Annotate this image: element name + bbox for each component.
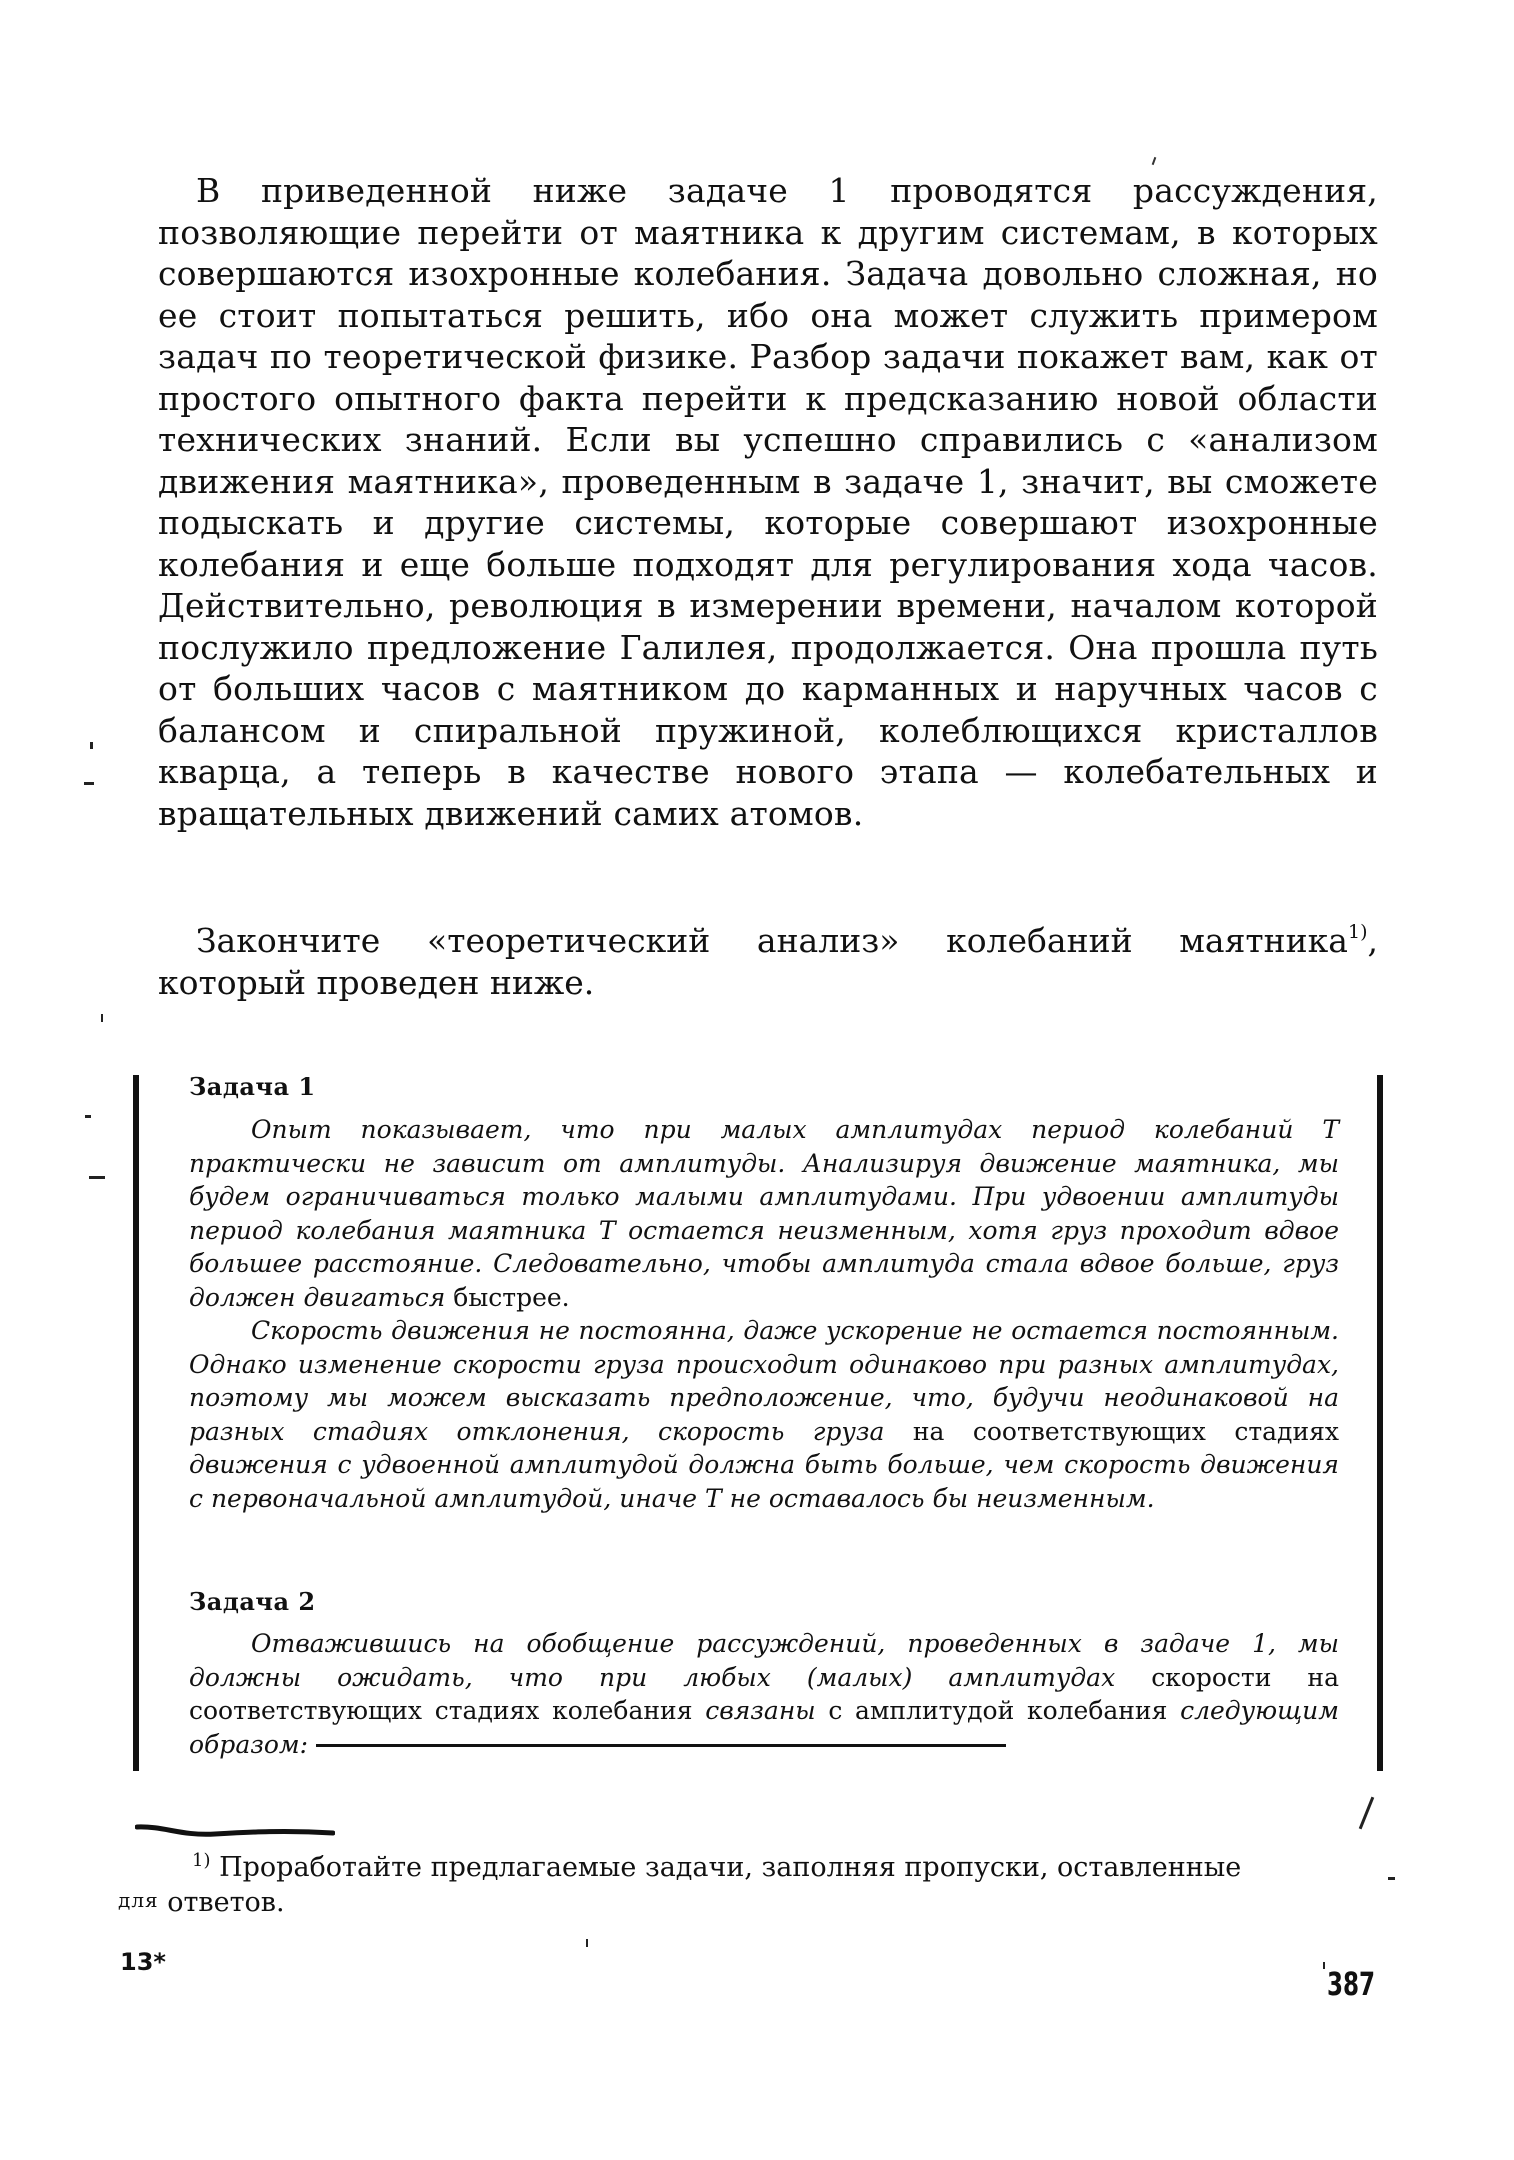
scan-speck xyxy=(1152,157,1157,165)
task-1-italic-text: Опыт показывает, что при малых амплитудах период колебаний T практически не зависит от амплитуды. Анализируя движение маятника, мы будем ограничиваться только малыми амплитудами. При удвоении амплитуды период колебания маятника T остается неизменным, хотя груз проходит вдвое большее расстояние. Следовательно, чтобы амплитуда стала вдвое больше, груз должен двигаться xyxy=(189,1115,1339,1312)
task-2-answer-text: с амплитудой колебания xyxy=(815,1696,1181,1725)
task-1-answer-text: быстрее. xyxy=(445,1282,570,1312)
footnote-text: Проработайте предлагаемые задачи, заполняя пропуски, оставленные xyxy=(219,1852,1242,1883)
lead-text-continued: , который проведен ниже. xyxy=(158,921,1378,1002)
footnote xyxy=(118,1852,1383,1919)
task-1-answer-text: на соответствующих стадиях xyxy=(884,1416,1339,1446)
answer-blank-line[interactable] xyxy=(316,1744,1006,1747)
footnote-marker: 1) xyxy=(192,1850,211,1871)
margin-mark xyxy=(101,1014,103,1022)
task-1-body xyxy=(189,1113,1339,1515)
lead-text: Закончите «теоретический анализ» колебаний маятника xyxy=(196,921,1348,960)
tasks-box xyxy=(133,1072,1383,1771)
task-2-title: Задача 2 xyxy=(189,1587,316,1616)
lead-paragraph xyxy=(158,920,1378,1003)
task-1-title: Задача 1 xyxy=(189,1072,316,1101)
page-number: 387 xyxy=(1327,1965,1376,2003)
footnote-continuation: ответов. xyxy=(167,1887,285,1918)
task-2-italic-text: Отважившись на обобщение рассуждений, проведенных в задаче 1, мы должны ожидать, что при любых (малых) амплитудах xyxy=(189,1629,1339,1692)
footnote-line xyxy=(118,1852,1383,1884)
intro-section xyxy=(158,170,1378,834)
intro-paragraph: В приведенной ниже задаче 1 проводятся рассуждения, позволяющие перейти от маятника к другим системам, в которых совершаются изохронные колебания. Задача довольно сложная, но ее стоит попытаться решить, ибо она может служить примером задач по теоретической физике. Разбор задачи покажет вам, как от простого опытного факта перейти к предсказанию новой области технических знаний. Если вы успешно справились с «анализом движения маятника», проведенным в задаче 1, значит, вы сможете подыскать и другие системы, которые совершают изохронные колебания и еще больше подходят для регулирования хода часов. Действительно, революция в измерении времени, началом которой послужило предложение Галилея, продолжается. Она прошла путь от больших часов с маятником до карманных и наручных часов с балансом и спиральной пружиной, колеблющихся кристаллов кварца, а теперь в качестве нового этапа — колебательных и вращательных движений самих атомов. xyxy=(158,171,1378,833)
task-2-body xyxy=(189,1627,1339,1761)
task-1-paragraph-1 xyxy=(189,1113,1339,1314)
footnote-rule xyxy=(135,1818,335,1842)
margin-mark xyxy=(89,1176,105,1179)
scan-mark xyxy=(1359,1797,1375,1830)
margin-mark xyxy=(84,782,94,785)
margin-mark xyxy=(85,1115,91,1118)
task-2-paragraph-1 xyxy=(189,1627,1339,1761)
task-1-italic-text: Скорость движения не постоянна, даже ускорение не остается постоянным. Однако изменение скорости груза происходит одинаково при разных амплитудах, поэтому мы можем высказать предположение, что, будучи неодинаковой на разных стадиях отклонения, скорость груза xyxy=(189,1316,1339,1446)
lead-section xyxy=(158,920,1378,1003)
margin-mark xyxy=(1388,1877,1395,1880)
task-2-italic-text: следующим образом: xyxy=(189,1696,1339,1759)
task-1-italic-text: движения с удвоенной амплитудой должна быть больше, чем скорость движения с первоначальной амплитудой, иначе T не оставалось бы неизменным. xyxy=(189,1450,1339,1513)
scan-speck xyxy=(1323,1962,1325,1969)
footnote-reference: 1) xyxy=(1347,921,1368,943)
signature-mark: 13* xyxy=(120,1948,166,1976)
footnote-continuation-line xyxy=(118,1887,285,1918)
margin-mark xyxy=(90,742,93,749)
scan-speck xyxy=(586,1939,588,1947)
task-2-answer-text: скорости на соответствующих стадиях колебания xyxy=(189,1662,1339,1725)
task-1-paragraph-2 xyxy=(189,1314,1339,1515)
task-2-italic-text: связаны xyxy=(705,1696,816,1725)
footnote-prefix: для xyxy=(118,1888,159,1912)
